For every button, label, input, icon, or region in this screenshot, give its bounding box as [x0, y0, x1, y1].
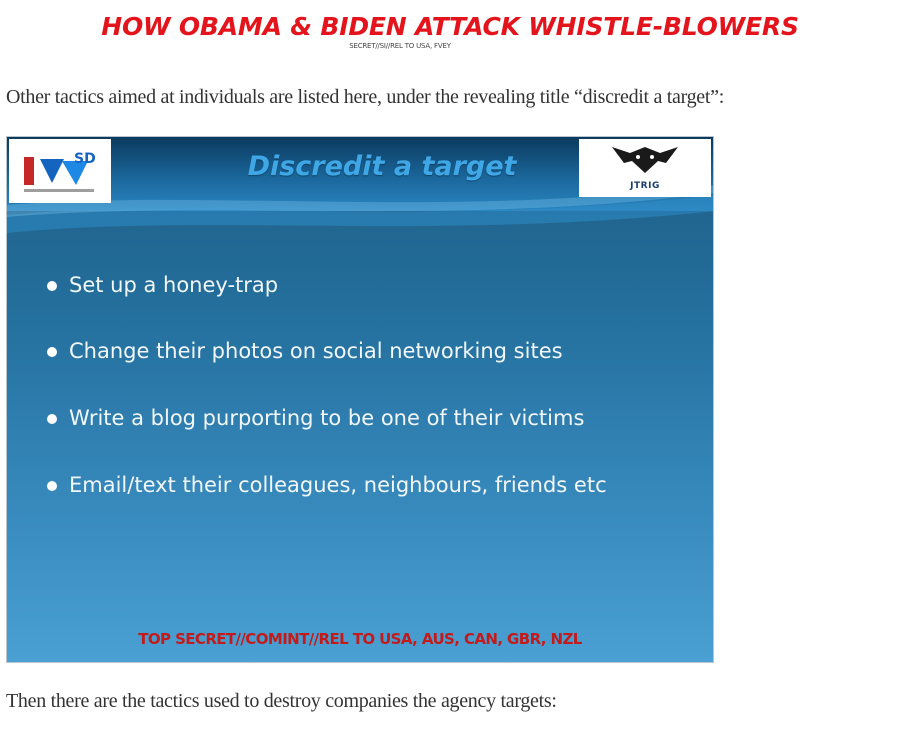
bullet-item: [47, 404, 667, 433]
bullet-dot-icon: [47, 347, 57, 357]
document-classification-marking: SECRET//SI//REL TO USA, FVEY: [349, 42, 451, 50]
bullet-text: Change their photos on social networking sites: [69, 339, 563, 363]
cesd-logo-text: SD: [74, 151, 96, 167]
outro-paragraph: Then there are the tactics used to destroy companies the agency targets:: [6, 690, 557, 712]
bullet-item: [47, 471, 667, 500]
bullet-text: Write a blog purporting to be one of their victims: [69, 406, 585, 430]
slide-title: Discredit a target: [247, 151, 517, 182]
bullet-text: Email/text their colleagues, neighbours, friends etc: [69, 473, 607, 497]
bullet-text: Set up a honey-trap: [69, 273, 279, 297]
bullet-item: [47, 271, 667, 300]
bullet-item: [47, 337, 667, 366]
cesd-logo: [9, 139, 111, 203]
jtrig-logo-text: JTRIG: [630, 181, 660, 191]
jtrig-logo: [579, 139, 711, 197]
cesd-logo-icon: [18, 143, 102, 199]
slide-classification-marking: TOP SECRET//COMINT//REL TO USA, AUS, CAN, GBR, NZL: [138, 630, 582, 648]
bullet-dot-icon: [47, 414, 57, 424]
intro-paragraph: Other tactics aimed at individuals are listed here, under the revealing title “discredit a target”:: [6, 86, 724, 108]
slide-bullet-list: [47, 271, 667, 538]
article-headline: HOW OBAMA & BIDEN ATTACK WHISTLE-BLOWERS: [101, 12, 799, 41]
discredit-target-slide: [6, 136, 714, 663]
bullet-dot-icon: [47, 281, 57, 291]
bullet-dot-icon: [47, 481, 57, 491]
jtrig-owl-icon: [610, 143, 680, 177]
